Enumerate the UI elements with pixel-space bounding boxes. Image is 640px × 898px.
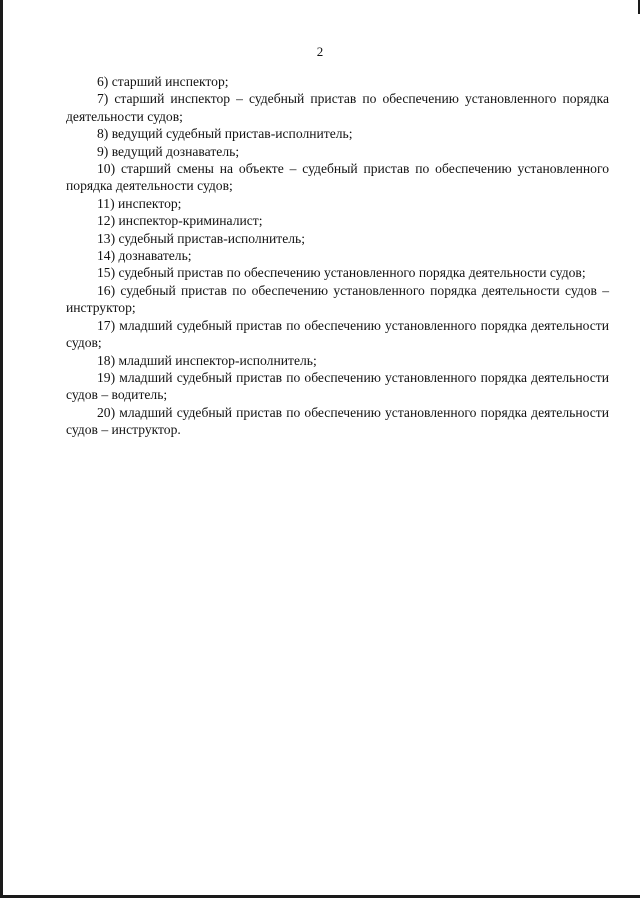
list-item: 13) судебный пристав-исполнитель; [97, 230, 305, 246]
list-item: 14) дознаватель; [97, 248, 192, 264]
list-item: 8) ведущий судебный пристав-исполнитель; [97, 126, 353, 142]
list-item: 10) старший смены на объекте – судебный пристав по обеспечению установленного порядка деятельности судов; [66, 161, 609, 194]
list-item: 17) младший судебный пристав по обеспечению установленного порядка деятельности судов; [66, 317, 609, 351]
list-item: 12) инспектор-криминалист; [97, 213, 263, 229]
list-item: 7) старший инспектор – судебный пристав по обеспечению установленного порядка деятельности судов; [66, 91, 609, 124]
list-item: 18) младший инспектор-исполнитель; [97, 352, 317, 368]
position-list [66, 73, 609, 439]
list-item: 15) судебный пристав по обеспечению установленного порядка деятельности судов; [97, 265, 586, 281]
list-item: 9) ведущий дознаватель; [97, 143, 240, 159]
list-item: 11) инспектор; [97, 195, 182, 211]
list-item: 16) судебный пристав по обеспечению установленного порядка деятельности судов – инструктор; [66, 282, 609, 316]
list-item: 20) младший судебный пристав по обеспечению установленного порядка деятельности судов – инструктор. [66, 404, 609, 438]
page-number: 2 [316, 44, 324, 59]
list-item: 6) старший инспектор; [97, 74, 229, 89]
scan-edge-left [0, 0, 3, 898]
list-item: 19) младший судебный пристав по обеспечению установленного порядка деятельности судов – водитель; [66, 369, 609, 403]
